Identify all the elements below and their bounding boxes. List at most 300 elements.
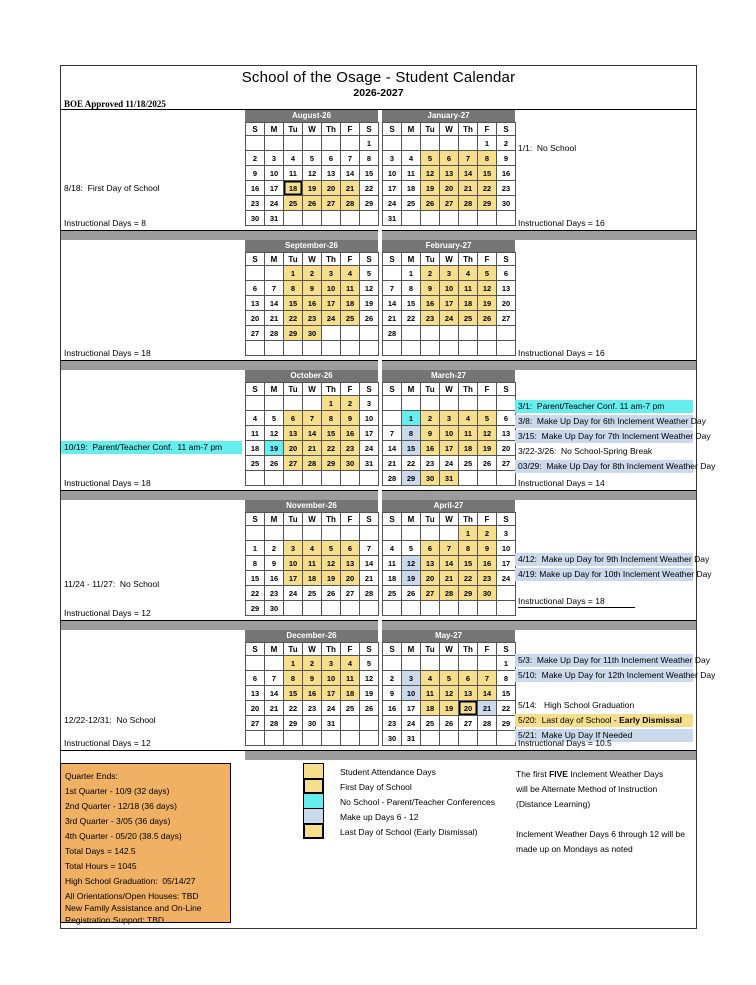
- day-cell: 16: [421, 441, 439, 455]
- dow-cell: M: [265, 253, 283, 265]
- legend-swatch-makeup: [303, 808, 324, 824]
- day-cell: 27: [459, 716, 477, 730]
- day-cell: 26: [402, 586, 420, 600]
- dow-cell: M: [265, 123, 283, 135]
- day-cell: 3: [497, 526, 515, 540]
- day-cell: 5: [303, 151, 321, 165]
- day-cell: 4: [246, 411, 264, 425]
- day-cell: 14: [360, 556, 378, 570]
- calendar-october-26: [245, 370, 378, 490]
- day-cell: 18: [303, 571, 321, 585]
- day-cell: 4: [459, 266, 477, 280]
- day-cell: 18: [284, 181, 302, 195]
- day-cell: 18: [402, 181, 420, 195]
- day-cell: 4: [341, 656, 359, 670]
- day-cell: 23: [303, 311, 321, 325]
- month-grid: [382, 512, 516, 616]
- instructional-days-label: Instructional Days = 18: [64, 478, 151, 488]
- day-cell: 3: [265, 151, 283, 165]
- day-cell: [360, 731, 378, 745]
- day-cell: 3: [322, 656, 340, 670]
- day-cell: 8: [478, 151, 496, 165]
- day-cell: [459, 326, 477, 340]
- day-cell: [303, 526, 321, 540]
- day-cell: 28: [303, 456, 321, 470]
- dow-cell: F: [341, 123, 359, 135]
- day-cell: 17: [440, 296, 458, 310]
- day-cell: 5: [402, 541, 420, 555]
- day-cell: 28: [265, 326, 283, 340]
- legend-label: Student Attendance Days: [340, 766, 436, 777]
- day-cell: 13: [440, 166, 458, 180]
- day-cell: 24: [322, 701, 340, 715]
- day-cell: 11: [459, 426, 477, 440]
- calendar-note: 8/18: First Day of School: [64, 183, 160, 193]
- day-cell: 26: [421, 196, 439, 210]
- day-cell: 1: [246, 541, 264, 555]
- right-column: [515, 370, 716, 490]
- day-cell: 28: [459, 196, 477, 210]
- day-cell: [402, 211, 420, 225]
- day-cell: [303, 731, 321, 745]
- dow-cell: S: [383, 643, 401, 655]
- day-cell: 22: [284, 701, 302, 715]
- section-4: [61, 500, 712, 620]
- day-cell: [284, 731, 302, 745]
- day-cell: [303, 396, 321, 410]
- day-cell: 30: [303, 716, 321, 730]
- day-cell: [402, 601, 420, 615]
- day-cell: 6: [459, 671, 477, 685]
- day-cell: 4: [341, 266, 359, 280]
- day-cell: 17: [360, 426, 378, 440]
- day-cell: 28: [360, 586, 378, 600]
- day-cell: 29: [402, 471, 420, 485]
- day-cell: 18: [341, 686, 359, 700]
- day-cell: 8: [284, 671, 302, 685]
- day-cell: [478, 211, 496, 225]
- day-cell: 8: [246, 556, 264, 570]
- month-title: September-26: [245, 240, 378, 252]
- month-title: August-26: [245, 110, 378, 122]
- day-cell: [246, 526, 264, 540]
- month-title: January-27: [382, 110, 515, 122]
- weather-line: [516, 812, 685, 827]
- day-cell: 30: [383, 731, 401, 745]
- weather-line: The first FIVE Inclement Weather Days: [516, 769, 664, 779]
- right-notes: [515, 370, 716, 475]
- day-cell: 15: [497, 686, 515, 700]
- dow-cell: S: [383, 123, 401, 135]
- day-cell: 4: [459, 411, 477, 425]
- dow-cell: M: [402, 383, 420, 395]
- day-cell: [341, 526, 359, 540]
- day-cell: [421, 136, 439, 150]
- month-title: October-26: [245, 370, 378, 382]
- day-cell: [246, 341, 264, 355]
- dow-cell: M: [402, 253, 420, 265]
- day-cell: 4: [402, 151, 420, 165]
- calendar-note: 5/21: Make Up Day If Needed: [515, 729, 693, 742]
- day-cell: 28: [265, 716, 283, 730]
- day-cell: [440, 211, 458, 225]
- day-cell: 26: [440, 716, 458, 730]
- month-title: December-26: [245, 630, 378, 642]
- day-cell: [246, 731, 264, 745]
- month-title: March-27: [382, 370, 515, 382]
- day-cell: 27: [341, 586, 359, 600]
- day-cell: [497, 586, 515, 600]
- day-cell: 27: [497, 456, 515, 470]
- day-cell: [421, 526, 439, 540]
- instructional-days-label: Instructional Days = 12: [64, 608, 151, 618]
- day-cell: 10: [284, 556, 302, 570]
- left-notes: [61, 630, 242, 729]
- day-cell: 20: [459, 701, 477, 715]
- day-cell: 27: [440, 196, 458, 210]
- day-cell: 25: [402, 196, 420, 210]
- instructional-days-label: Instructional Days = 10.5: [518, 738, 612, 748]
- dow-cell: M: [265, 643, 283, 655]
- section-separator: [61, 230, 696, 240]
- day-cell: 10: [360, 411, 378, 425]
- day-cell: 5: [360, 656, 378, 670]
- day-cell: 27: [497, 311, 515, 325]
- day-cell: 24: [440, 456, 458, 470]
- day-cell: 8: [360, 151, 378, 165]
- day-cell: 26: [360, 701, 378, 715]
- quarter-line: 4th Quarter - 05/20 (38.5 days): [65, 831, 182, 841]
- day-cell: 21: [341, 181, 359, 195]
- day-cell: 30: [478, 586, 496, 600]
- dow-cell: M: [402, 123, 420, 135]
- day-cell: 19: [303, 181, 321, 195]
- day-cell: 21: [265, 701, 283, 715]
- separator-bar: [61, 230, 378, 240]
- day-cell: 5: [360, 266, 378, 280]
- day-cell: 14: [341, 166, 359, 180]
- day-cell: [402, 326, 420, 340]
- day-cell: 22: [459, 571, 477, 585]
- day-cell: [459, 136, 477, 150]
- day-cell: 15: [246, 571, 264, 585]
- day-cell: 8: [459, 541, 477, 555]
- month-grid: [245, 122, 379, 226]
- legend-label: No School - Parent/Teacher Conferences: [340, 796, 495, 807]
- day-cell: 2: [478, 526, 496, 540]
- day-cell: [284, 396, 302, 410]
- day-cell: 14: [265, 296, 283, 310]
- day-cell: [383, 396, 401, 410]
- day-cell: 13: [421, 556, 439, 570]
- left-notes: [61, 370, 242, 456]
- day-cell: 30: [303, 326, 321, 340]
- day-cell: [402, 136, 420, 150]
- dow-cell: W: [303, 513, 321, 525]
- legend-row: [303, 809, 495, 824]
- dow-cell: M: [265, 513, 283, 525]
- day-cell: 6: [497, 266, 515, 280]
- day-cell: 20: [421, 571, 439, 585]
- day-cell: 19: [360, 296, 378, 310]
- day-cell: [459, 341, 477, 355]
- month-grid: [382, 252, 516, 356]
- weather-line: will be Alternate Method of Instruction: [516, 784, 658, 794]
- day-cell: 25: [459, 311, 477, 325]
- day-cell: 26: [265, 456, 283, 470]
- quarter-line: Quarter Ends:: [65, 771, 118, 781]
- calendar-note: 03/29: Make Up Day for 8th Inclement Weather Day: [515, 460, 693, 473]
- section-separator: [61, 620, 696, 630]
- day-cell: 23: [383, 716, 401, 730]
- day-cell: 2: [421, 411, 439, 425]
- day-cell: 3: [322, 266, 340, 280]
- day-cell: 30: [341, 456, 359, 470]
- boe-approved-note: BOE Approved 11/18/2025: [64, 99, 166, 109]
- day-cell: 31: [265, 211, 283, 225]
- dow-cell: Th: [322, 643, 340, 655]
- dow-cell: W: [440, 123, 458, 135]
- day-cell: [478, 471, 496, 485]
- separator-bar: [61, 750, 245, 760]
- dow-cell: Tu: [421, 383, 439, 395]
- day-cell: [383, 656, 401, 670]
- day-cell: 31: [360, 456, 378, 470]
- day-cell: 30: [265, 601, 283, 615]
- day-cell: 24: [402, 716, 420, 730]
- dow-cell: W: [440, 513, 458, 525]
- day-cell: 17: [383, 181, 401, 195]
- day-cell: [402, 656, 420, 670]
- day-cell: [402, 526, 420, 540]
- day-cell: 11: [246, 426, 264, 440]
- dow-cell: M: [402, 513, 420, 525]
- day-cell: 20: [322, 181, 340, 195]
- day-cell: 22: [284, 311, 302, 325]
- day-cell: 11: [284, 166, 302, 180]
- section-1: [61, 110, 696, 230]
- day-cell: [246, 396, 264, 410]
- day-cell: 5: [421, 151, 439, 165]
- dow-cell: S: [246, 383, 264, 395]
- day-cell: 10: [322, 671, 340, 685]
- dow-cell: S: [383, 253, 401, 265]
- day-cell: 8: [322, 411, 340, 425]
- legend-row: [303, 824, 495, 839]
- dow-cell: S: [497, 513, 515, 525]
- day-cell: 7: [459, 151, 477, 165]
- day-cell: 6: [497, 411, 515, 425]
- calendar-april-27: [382, 500, 515, 620]
- day-cell: 12: [402, 556, 420, 570]
- day-cell: 5: [478, 411, 496, 425]
- day-cell: 31: [440, 471, 458, 485]
- day-cell: 16: [246, 181, 264, 195]
- day-cell: 18: [421, 701, 439, 715]
- day-cell: 15: [284, 296, 302, 310]
- day-cell: 3: [402, 671, 420, 685]
- day-cell: [360, 716, 378, 730]
- day-cell: 24: [322, 311, 340, 325]
- day-cell: [322, 326, 340, 340]
- day-cell: 7: [383, 281, 401, 295]
- calendar-sheet: [60, 65, 716, 929]
- quarter-line-tight: All Orientations/Open Houses: TBD: [65, 891, 199, 901]
- section-5: [61, 630, 716, 750]
- day-cell: [265, 341, 283, 355]
- day-cell: [284, 601, 302, 615]
- day-cell: [402, 396, 420, 410]
- day-cell: 17: [284, 571, 302, 585]
- day-cell: 19: [478, 296, 496, 310]
- day-cell: [303, 471, 321, 485]
- day-cell: 8: [402, 281, 420, 295]
- month-grid: [245, 512, 379, 616]
- day-cell: 10: [322, 281, 340, 295]
- day-cell: [322, 526, 340, 540]
- day-cell: 14: [459, 166, 477, 180]
- day-cell: 2: [303, 656, 321, 670]
- day-cell: 19: [360, 686, 378, 700]
- day-cell: 23: [478, 571, 496, 585]
- month-grid: [382, 642, 516, 746]
- day-cell: 23: [497, 181, 515, 195]
- day-cell: 24: [360, 441, 378, 455]
- day-cell: [265, 731, 283, 745]
- day-cell: 23: [341, 441, 359, 455]
- day-cell: 15: [322, 426, 340, 440]
- weather-line: (Distance Learning): [516, 799, 591, 809]
- day-cell: 10: [497, 541, 515, 555]
- day-cell: 12: [478, 426, 496, 440]
- day-cell: [360, 471, 378, 485]
- day-cell: 13: [322, 166, 340, 180]
- day-cell: 20: [440, 181, 458, 195]
- month-title: May-27: [382, 630, 515, 642]
- day-cell: 12: [440, 686, 458, 700]
- day-cell: [459, 471, 477, 485]
- day-cell: [360, 341, 378, 355]
- day-cell: 16: [265, 571, 283, 585]
- day-cell: 16: [421, 296, 439, 310]
- day-cell: 10: [440, 281, 458, 295]
- calendar-february-27: [382, 240, 515, 360]
- day-cell: 19: [322, 571, 340, 585]
- day-cell: 1: [284, 266, 302, 280]
- day-cell: 28: [478, 716, 496, 730]
- day-cell: 12: [303, 166, 321, 180]
- calendar-note: 5/3: Make Up Day for 11th Inclement Weather Day: [515, 654, 693, 667]
- separator-bar: [382, 230, 696, 240]
- day-cell: 22: [322, 441, 340, 455]
- day-cell: 7: [383, 426, 401, 440]
- day-cell: [360, 526, 378, 540]
- day-cell: [383, 601, 401, 615]
- dow-cell: Tu: [284, 383, 302, 395]
- day-cell: 5: [440, 671, 458, 685]
- calendar-note: 12/22-12/31: No School: [64, 715, 156, 725]
- day-cell: 25: [284, 196, 302, 210]
- day-cell: 9: [478, 541, 496, 555]
- day-cell: 25: [459, 456, 477, 470]
- day-cell: 6: [322, 151, 340, 165]
- page-title: School of the Osage - Student Calendar: [241, 69, 516, 86]
- day-cell: 1: [402, 411, 420, 425]
- day-cell: [322, 136, 340, 150]
- day-cell: 13: [246, 296, 264, 310]
- right-column: [515, 110, 696, 230]
- day-cell: 20: [497, 296, 515, 310]
- day-cell: [497, 211, 515, 225]
- legend-swatch-attendance: [303, 778, 324, 794]
- day-cell: [440, 656, 458, 670]
- dow-cell: S: [497, 253, 515, 265]
- day-cell: 30: [421, 471, 439, 485]
- day-cell: 21: [383, 311, 401, 325]
- day-cell: 2: [246, 151, 264, 165]
- instructional-days-label: Instructional Days = 18: [518, 596, 635, 608]
- day-cell: [284, 211, 302, 225]
- day-cell: 3: [440, 266, 458, 280]
- quarter-line-tight: New Family Assistance and On-Line: [65, 903, 202, 913]
- calendar-march-27: [382, 370, 515, 490]
- left-notes: [61, 110, 242, 197]
- day-cell: 17: [265, 181, 283, 195]
- dow-cell: S: [360, 253, 378, 265]
- dow-cell: S: [360, 513, 378, 525]
- sheet-footer: [61, 760, 696, 930]
- day-cell: 12: [360, 281, 378, 295]
- day-cell: 23: [421, 311, 439, 325]
- day-cell: 25: [421, 716, 439, 730]
- day-cell: [322, 211, 340, 225]
- day-cell: 9: [383, 686, 401, 700]
- day-cell: 1: [284, 656, 302, 670]
- dow-cell: S: [360, 123, 378, 135]
- day-cell: 23: [265, 586, 283, 600]
- dow-cell: Tu: [421, 513, 439, 525]
- dow-cell: S: [497, 123, 515, 135]
- day-cell: 2: [421, 266, 439, 280]
- day-cell: 21: [265, 311, 283, 325]
- dow-cell: S: [360, 643, 378, 655]
- day-cell: [459, 211, 477, 225]
- day-cell: 18: [459, 441, 477, 455]
- day-cell: [459, 731, 477, 745]
- dow-cell: S: [360, 383, 378, 395]
- sheet-header: [61, 66, 696, 110]
- day-cell: [421, 731, 439, 745]
- day-cell: 25: [341, 701, 359, 715]
- day-cell: 20: [246, 311, 264, 325]
- day-cell: 15: [459, 556, 477, 570]
- calendar-september-26: [245, 240, 378, 360]
- dow-cell: W: [440, 383, 458, 395]
- right-notes: [515, 110, 693, 157]
- legend-swatch-attendance: [303, 823, 324, 839]
- dow-cell: Th: [322, 253, 340, 265]
- instructional-days-label: Instructional Days = 16: [518, 348, 605, 358]
- day-cell: 31: [383, 211, 401, 225]
- legend-row: [303, 779, 495, 794]
- day-cell: [265, 266, 283, 280]
- day-cell: 27: [284, 456, 302, 470]
- day-cell: 17: [497, 556, 515, 570]
- day-cell: 22: [478, 181, 496, 195]
- day-cell: 6: [341, 541, 359, 555]
- calendar-note: 3/8: Make Up Day for 6th Inclement Weather Day: [515, 415, 693, 428]
- dow-cell: S: [497, 643, 515, 655]
